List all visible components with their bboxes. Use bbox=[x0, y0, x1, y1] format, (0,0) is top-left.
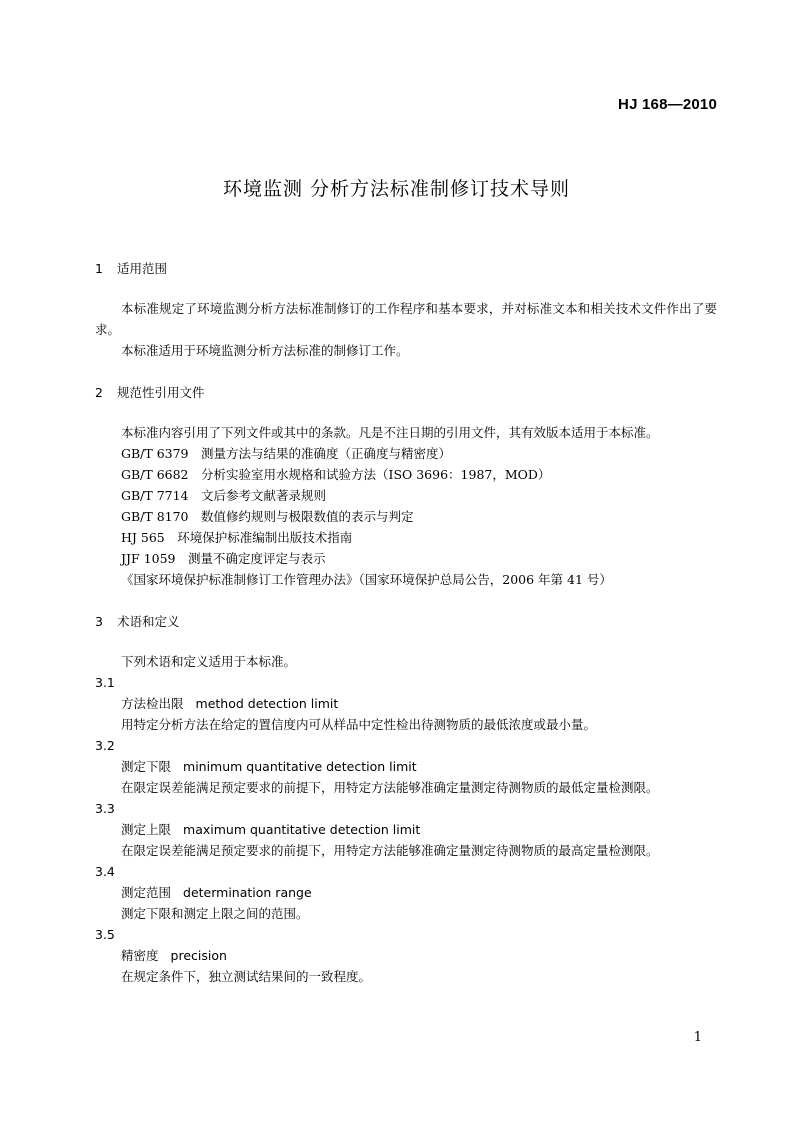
term-definition: 在规定条件下，独立测试结果间的一致程度。 bbox=[121, 969, 372, 984]
term-definition: 在限定误差能满足预定要求的前提下，用特定方法能够准确定量测定待测物质的最低定量检测限。 bbox=[121, 780, 659, 795]
reference-item: 《国家环境保护标准制修订工作管理办法》（国家环境保护总局公告，2006 年第 41 号） bbox=[121, 572, 612, 587]
term-number: 3.2 bbox=[95, 738, 115, 753]
section-heading-3 bbox=[95, 611, 717, 632]
term-name-en: precision bbox=[170, 948, 227, 963]
standard-code: HJ 168—2010 bbox=[618, 96, 717, 113]
term-name-cn: 测定范围 bbox=[121, 885, 172, 900]
paragraph: 下列术语和定义适用于本标准。 bbox=[121, 654, 297, 669]
term-definition: 测定下限和测定上限之间的范围。 bbox=[121, 906, 309, 921]
reference-item: GB/T 6379 测量方法与结果的准确度（正确度与精密度） bbox=[121, 446, 452, 461]
section-heading-1 bbox=[95, 258, 717, 279]
term-number: 3.4 bbox=[95, 864, 115, 879]
term-name-cn: 测定下限 bbox=[121, 759, 172, 774]
term-name-cn: 精密度 bbox=[121, 948, 159, 963]
section-number: 2 bbox=[95, 385, 103, 400]
reference-item: JJF 1059 测量不确定度评定与表示 bbox=[121, 551, 326, 566]
term-name bbox=[95, 756, 717, 777]
paragraph: 本标准内容引用了下列文件或其中的条款。凡是不注日期的引用文件，其有效版本适用于本标准。 bbox=[121, 425, 659, 440]
term-definition: 用特定分析方法在给定的置信度内可从样品中定性检出待测物质的最低浓度或最小量。 bbox=[121, 717, 597, 732]
term-name bbox=[95, 693, 717, 714]
term-name bbox=[95, 945, 717, 966]
term-name-en: minimum quantitative detection limit bbox=[183, 759, 417, 774]
section-heading-2 bbox=[95, 382, 717, 403]
term-number: 3.5 bbox=[95, 927, 115, 942]
section-title: 适用范围 bbox=[117, 261, 168, 276]
term-number: 3.3 bbox=[95, 801, 115, 816]
reference-item: GB/T 6682 分析实验室用水规格和试验方法（ISO 3696：1987，MOD） bbox=[121, 467, 551, 482]
reference-item: HJ 565 环境保护标准编制出版技术指南 bbox=[121, 530, 353, 545]
paragraph: 本标准规定了环境监测分析方法标准制修订的工作程序和基本要求，并对标准文本和相关技术文件作出了要求。 bbox=[95, 301, 717, 337]
term-number: 3.1 bbox=[95, 675, 115, 690]
section-number: 1 bbox=[95, 261, 103, 276]
page-number: 1 bbox=[693, 1030, 702, 1045]
term-name bbox=[95, 882, 717, 903]
section-number: 3 bbox=[95, 614, 103, 629]
section-title: 规范性引用文件 bbox=[117, 385, 205, 400]
term-name-en: maximum quantitative detection limit bbox=[183, 822, 421, 837]
paragraph: 本标准适用于环境监测分析方法标准的制修订工作。 bbox=[121, 343, 409, 358]
section-title: 术语和定义 bbox=[117, 614, 180, 629]
term-name bbox=[95, 819, 717, 840]
document-title: 环境监测 分析方法标准制修订技术导则 bbox=[222, 178, 571, 200]
term-name-cn: 方法检出限 bbox=[121, 696, 184, 711]
reference-item: GB/T 8170 数值修约规则与极限数值的表示与判定 bbox=[121, 509, 414, 524]
term-name-en: determination range bbox=[183, 885, 312, 900]
document-body bbox=[95, 258, 717, 987]
term-name-en: method detection limit bbox=[195, 696, 339, 711]
term-name-cn: 测定上限 bbox=[121, 822, 172, 837]
term-definition: 在限定误差能满足预定要求的前提下，用特定方法能够准确定量测定待测物质的最高定量检测限。 bbox=[121, 843, 659, 858]
reference-item: GB/T 7714 文后参考文献著录规则 bbox=[121, 488, 327, 503]
